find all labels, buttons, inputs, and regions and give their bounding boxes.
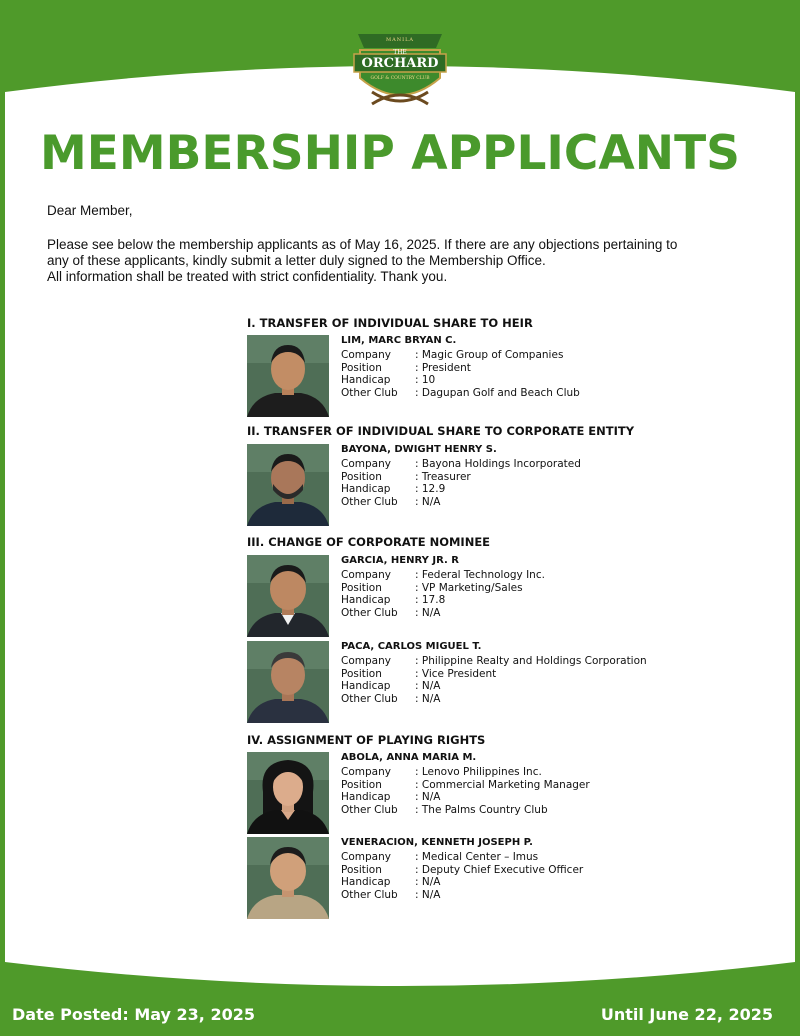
position-label: Position (341, 667, 382, 680)
handicap-value: : N/A (415, 876, 441, 889)
company-value: : Magic Group of Companies (415, 348, 564, 361)
applicant-photo (247, 444, 329, 526)
applicant-card (247, 335, 767, 417)
company-value: : Bayona Holdings Incorporated (415, 457, 581, 470)
handicap-value: : 10 (415, 374, 436, 387)
section-title-corporate-nominee: III. CHANGE OF CORPORATE NOMINEE (247, 535, 491, 549)
company-label: Company (341, 457, 391, 470)
logo-city: MANILA (385, 37, 414, 43)
section-title-playing-rights: IV. ASSIGNMENT OF PLAYING RIGHTS (247, 733, 486, 747)
other-club-label: Other Club (341, 889, 398, 902)
position-label: Position (341, 863, 382, 876)
position-value: : Treasurer (415, 470, 471, 483)
handicap-label: Handicap (341, 876, 391, 889)
handicap-value: : 17.8 (415, 594, 446, 607)
handicap-value: : N/A (415, 791, 441, 804)
applicant-photo (247, 641, 329, 723)
handicap-value: : 12.9 (415, 483, 446, 496)
applicant-name: PACA, CARLOS MIGUEL T. (341, 641, 482, 652)
company-label: Company (341, 568, 391, 581)
letter-line-3: All information shall be treated with strict confidentiality. Thank you. (47, 269, 448, 284)
logo-subtitle: GOLF & COUNTRY CLUB (370, 76, 430, 81)
company-value: : Medical Center – Imus (415, 850, 539, 863)
other-club-value: : The Palms Country Club (415, 804, 548, 817)
company-label: Company (341, 850, 391, 863)
handicap-label: Handicap (341, 374, 391, 387)
handicap-label: Handicap (341, 680, 391, 693)
company-value: : Philippine Realty and Holdings Corporation (415, 654, 647, 667)
applicant-card (247, 555, 767, 637)
applicant-photo (247, 752, 329, 834)
company-label: Company (341, 765, 391, 778)
position-value: : Commercial Marketing Manager (415, 778, 590, 791)
club-logo (350, 30, 450, 112)
other-club-label: Other Club (341, 804, 398, 817)
position-value: : President (415, 361, 471, 374)
handicap-label: Handicap (341, 483, 391, 496)
logo-name: ORCHARD (361, 56, 439, 71)
other-club-label: Other Club (341, 607, 398, 620)
other-club-value: : Dagupan Golf and Beach Club (415, 387, 580, 400)
applicant-photo (247, 555, 329, 637)
company-label: Company (341, 654, 391, 667)
applicant-photo (247, 335, 329, 417)
section-title-heir: I. TRANSFER OF INDIVIDUAL SHARE TO HEIR (247, 316, 533, 330)
position-label: Position (341, 581, 382, 594)
position-label: Position (341, 778, 382, 791)
position-value: : Vice President (415, 667, 497, 680)
applicant-name: VENERACION, KENNETH JOSEPH P. (341, 837, 533, 848)
other-club-value: : N/A (415, 496, 441, 509)
other-club-value: : N/A (415, 889, 441, 902)
letter-line-2: any of these applicants, kindly submit a letter duly signed to the Membership Office. (47, 253, 546, 268)
other-club-label: Other Club (341, 693, 398, 706)
position-value: : VP Marketing/Sales (415, 581, 523, 594)
position-value: : Deputy Chief Executive Officer (415, 863, 584, 876)
other-club-value: : N/A (415, 693, 441, 706)
letter-line-1: Please see below the membership applicants as of May 16, 2025. If there are any objections pertaining to (47, 237, 678, 252)
logo-the: THE (393, 49, 407, 56)
applicant-card (247, 641, 767, 723)
applicant-card (247, 752, 767, 834)
company-value: : Lenovo Philippines Inc. (415, 765, 542, 778)
position-label: Position (341, 361, 382, 374)
applicant-photo (247, 837, 329, 919)
applicant-card (247, 837, 767, 919)
handicap-label: Handicap (341, 594, 391, 607)
date-posted: Date Posted: May 23, 2025 (12, 1005, 255, 1024)
applicant-name: BAYONA, DWIGHT HENRY S. (341, 444, 497, 455)
other-club-label: Other Club (341, 496, 398, 509)
section-title-corporate-entity: II. TRANSFER OF INDIVIDUAL SHARE TO CORPORATE ENTITY (247, 424, 635, 438)
applicant-name: LIM, MARC BRYAN C. (341, 335, 457, 346)
applicant-card (247, 444, 767, 526)
company-value: : Federal Technology Inc. (415, 568, 545, 581)
other-club-label: Other Club (341, 387, 398, 400)
posting-until: Until June 22, 2025 (600, 1005, 773, 1024)
applicant-name: ABOLA, ANNA MARIA M. (341, 752, 477, 763)
letter-greeting: Dear Member, (47, 203, 133, 218)
handicap-label: Handicap (341, 791, 391, 804)
page-title: MEMBERSHIP APPLICANTS (39, 126, 741, 181)
handicap-value: : N/A (415, 680, 441, 693)
position-label: Position (341, 470, 382, 483)
applicant-name: GARCIA, HENRY JR. R (341, 555, 459, 566)
company-label: Company (341, 348, 391, 361)
other-club-value: : N/A (415, 607, 441, 620)
